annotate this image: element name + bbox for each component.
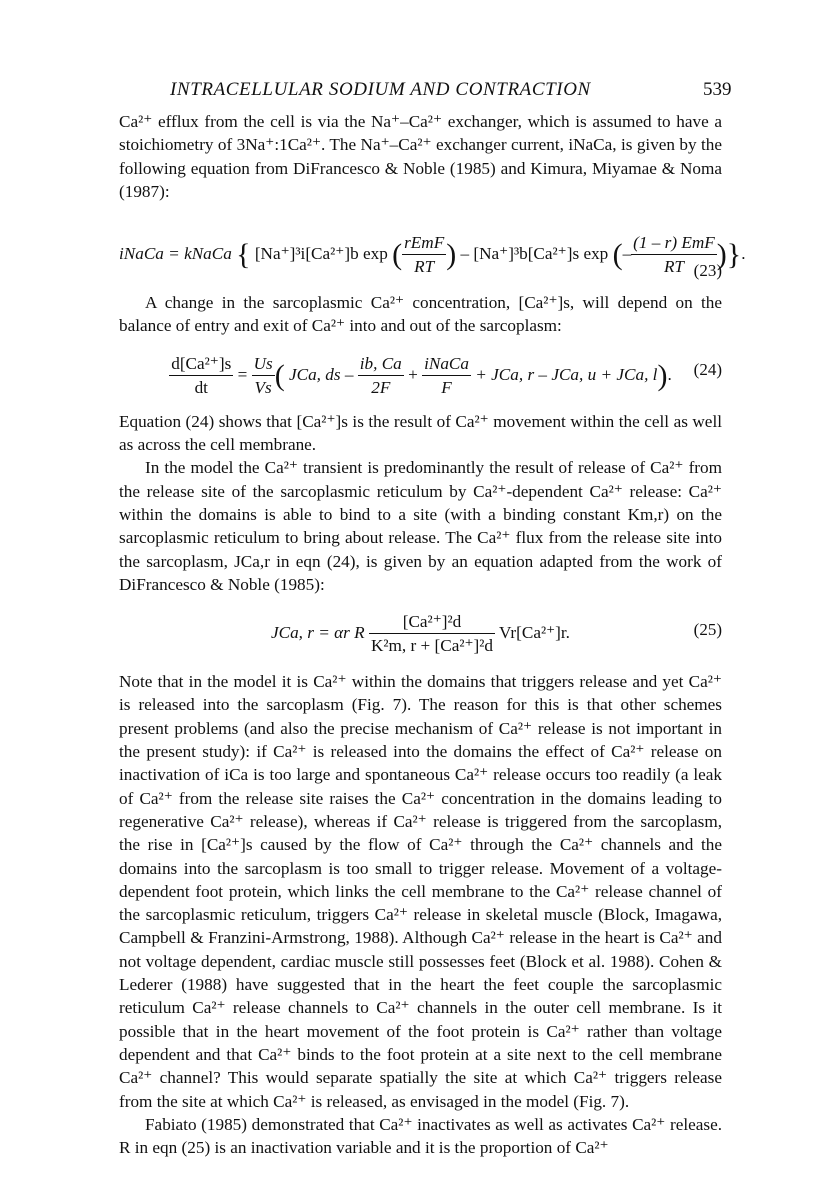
- eq24-term-a: JCa, ds –: [289, 364, 354, 384]
- equation-number-24: (24): [693, 359, 722, 379]
- paragraph-calcium-transient: In the model the Ca²⁺ transient is predominantly the result of release of Ca²⁺ from the release site of the sarcoplasmic reticulum by Ca²⁺-dependent Ca²⁺ release: Ca²⁺ within the domains is able to bind to a site (with a binding constant Km,r) on the sarcoplasmic reticulum to bring about release. The Ca²⁺ flux from the release site into the sarcoplasm, JCa,r in eqn (24), is given by an equation adapted from the work of DiFrancesco & Noble (1985):: [119, 458, 722, 594]
- paragraph-fabiato: Fabiato (1985) demonstrated that Ca²⁺ inactivates as well as activates Ca²⁺ release. R in eqn (25) is an inactivation variable and it is the proportion of Ca²⁺: [119, 1114, 722, 1158]
- paragraph-model-note: Note that in the model it is Ca²⁺ within the domains that triggers release and yet Ca²⁺ is released into the sarcoplasm (Fig. 7). The reason for this is that other schemes present problems (and also the precise mechanism of Ca²⁺ release is not important in the present study): if Ca²⁺ is released into the domains the effect of Ca²⁺ release on inactivation of iCa is too large and spontaneous Ca²⁺ release occurs too readily (a leak of Ca²⁺ from the release site raises the Ca²⁺ concentration in the domains leading to regenerative Ca²⁺ release), whereas if Ca²⁺ release is triggered from the sarcoplasm, the rise in [Ca²⁺]s caused by the flow of Ca²⁺ through the Ca²⁺ channels and the domains into the sarcoplasm is too small to trigger release. Movement of a voltage-dependent foot protein, which links the cell membrane to the Ca²⁺ release channel of the sarcoplasmic reticulum, triggers Ca²⁺ release in skeletal muscle (Block, Imagawa, Campbell & Franzini-Armstrong, 1988). Although Ca²⁺ release in the heart is Ca²⁺ and not voltage dependent, cardiac muscle still possesses feet (Block et al. 1988). Cohen & Lederer (1988) have suggested that in the heart the feet couple the sarcoplasmic reticulum Ca²⁺ release channels to Ca²⁺ channels in the outer cell membrane. Is it possible that in the heart movement of the foot protein is Ca²⁺ rather than voltage dependent and that Ca²⁺ binds to the foot protein at a site next to the cell membrane Ca²⁺ channel? This would separate spatially the site at which Ca²⁺ triggers release from the site at which Ca²⁺ is released, as envisaged in the model (Fig. 7).: [119, 672, 722, 1111]
- running-title: INTRACELLULAR SODIUM AND CONTRACTION: [170, 79, 591, 100]
- eq24-lhs: $\frac{\text{d[Ca²⁺]s}}{dt}$: [171, 353, 232, 398]
- paragraph-exchanger: Ca²⁺ efflux from the cell is via the Na⁺–Ca²⁺ exchanger, which is assumed to have a stoichiometry of 3Na⁺:1Ca²⁺. The Na⁺–Ca²⁺ exchanger current, iNaCa, is given by the following equation from DiFrancesco & Noble (1985) and Kimura, Miyamae & Noma (1987):: [119, 112, 722, 201]
- equation-number-23: (23): [693, 261, 722, 281]
- eq23-right-brace: }: [726, 238, 742, 272]
- equation-24: $\frac{\text{d[Ca²⁺]s}}{dt}$ = $\frac{Us}{Vs}$ ( JCa, ds – $\frac{ib, Ca}{2F}$ + $\frac{\text{iNaCa}}{F}$ + JCa, r – JCa, u + JCa, l). (24): [119, 344, 722, 406]
- eq25-rhs: Vr[Ca²⁺]r.: [499, 622, 570, 642]
- equation-25: [119, 602, 722, 666]
- eq23-fraction-2: $\frac{\text{(1 – r) EmF}}{RT}$: [633, 233, 715, 277]
- paragraph-sarcoplasmic-change: A change in the sarcoplasmic Ca²⁺ concentration, [Ca²⁺]s, will depend on the balance of entry and exit of Ca²⁺ into and out of the sarcoplasm:: [119, 293, 722, 336]
- equation-number-25: (25): [693, 620, 722, 640]
- eq25-fraction: $\frac{\text{[Ca²⁺]²d}}{\text{K²m, r + [Ca²⁺]²d}}$: [370, 612, 494, 656]
- page-number: 539: [703, 79, 732, 100]
- eq24-coefficient: $\frac{Us}{Vs}$: [253, 353, 273, 398]
- article-body: [119, 110, 746, 1159]
- paragraph-equation-24-note: Equation (24) shows that [Ca²⁺]s is the result of Ca²⁺ movement within the cell as well as across the cell membrane.: [119, 411, 722, 455]
- eq24-fraction-b: $\frac{\text{iNaCa}}{F}$: [424, 353, 469, 398]
- eq24-term-b: + JCa, r – JCa, u + JCa, l: [475, 364, 658, 384]
- eq23-lhs: iNaCa = kNaCa: [119, 243, 232, 263]
- eq23-left-brace: {: [236, 238, 251, 272]
- eq24-fraction-a: $\frac{ib, Ca}{2F}$: [359, 353, 402, 398]
- eq23-term1: [Na⁺]³i[Ca²⁺]b exp: [254, 243, 388, 263]
- eq23-term2: – [Na⁺]³b[Ca²⁺]s exp: [460, 243, 609, 263]
- eq23-fraction-1: $\frac{\text{rEmF}}{RT}$: [404, 233, 445, 277]
- eq25-lhs: JCa, r = αr R: [271, 622, 365, 642]
- equation-23: iNaCa = kNaCa { [Na⁺]³i[Ca²⁺]b exp ( $\frac{\text{rEmF}}{RT}$ ) – [Na⁺]³b[Ca²⁺]s exp (– $\frac{\text{(1 – r) EmF}}{RT}$ )}. (23): [119, 209, 722, 287]
